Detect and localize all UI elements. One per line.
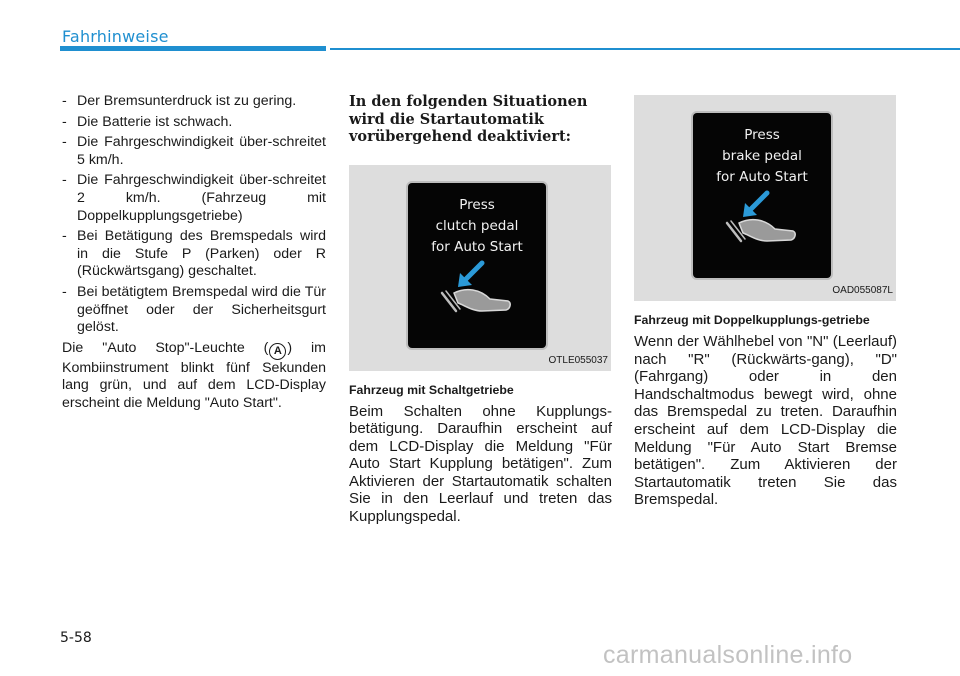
column-right xyxy=(634,93,897,509)
header-rule-thin xyxy=(330,48,960,50)
lcd-screen xyxy=(693,113,831,278)
condition-list xyxy=(62,93,326,337)
figure-code: OAD055087L xyxy=(832,285,893,297)
list-item: - Der Bremsunterdruck ist zu gering. xyxy=(62,93,297,109)
list-item: - Bei Betätigung des Bremspedals wird in die Stufe P (Parken) oder R (Rückwärtsgang) geschaltet. xyxy=(62,228,326,280)
section-title: Fahrhinweise xyxy=(62,27,169,46)
list-item: - Die Batterie ist schwach. xyxy=(62,113,233,130)
section-heading: In den folgenden Situationen wird die Startautomatik vorübergehend deaktiviert: xyxy=(349,93,588,145)
page-number: 5-58 xyxy=(60,630,92,646)
pedal-arrow-icon xyxy=(408,183,546,348)
figure-brake xyxy=(634,95,896,301)
column-left xyxy=(62,93,326,413)
lcd-message: Press brake pedal for Auto Start xyxy=(716,127,808,185)
figure-caption: Fahrzeug mit Doppelkupplungs-getriebe xyxy=(634,313,870,327)
list-item: - Die Fahrgeschwindigkeit über-schreitet 2 km/h. (Fahrzeug mit Doppelkupplungsgetriebe) xyxy=(62,172,326,224)
watermark: carmanualsonline.info xyxy=(603,641,853,669)
figure-clutch xyxy=(349,165,611,371)
column-middle xyxy=(349,93,612,526)
lcd-screen xyxy=(408,183,546,348)
auto-stop-lamp-icon: A xyxy=(269,343,286,360)
lcd-message: Press clutch pedal for Auto Start xyxy=(431,196,523,255)
figure-caption: Fahrzeug mit Schaltgetriebe xyxy=(349,382,514,397)
list-item: - Bei betätigtem Bremspedal wird die Tür geöffnet oder der Sicherheitsgurt gelöst. xyxy=(62,283,326,336)
pedal-arrow-icon xyxy=(693,113,831,278)
auto-stop-paragraph: Die "Auto Stop"-Leuchte ( A ) im Kombiinstrument blinkt fünf Sekunden lang grün, und auf dem LCD-Display erscheint die Meldung "Auto Start". xyxy=(62,339,326,411)
header-rule-thick xyxy=(60,46,326,51)
body-text: Wenn der Wählhebel von "N" (Leerlauf) nach "R" (Rückwärts-gang), "D" (Fahrgang) oder in den Handschaltmodus bewegt wird, ohne das Bremspedal zu treten. Daraufhin erscheint auf dem LCD-Display die Meldung "Für Auto Start Bremse betätigen". Zum Aktivieren der Startautomatik treten Sie das Bremspedal. xyxy=(634,333,897,509)
body-text: Beim Schalten ohne Kupplungs-betätigung. Daraufhin erscheint auf dem LCD-Display die Meldung "Für Auto Start Kupplung betätigen". Zum Aktivieren der Startautomatik schalten Sie in den Leerlauf und treten das Kupplungspedal. xyxy=(349,402,612,526)
list-item: - Die Fahrgeschwindigkeit über-schreitet 5 km/h. xyxy=(62,134,326,168)
figure-code: OTLE055037 xyxy=(548,354,608,366)
